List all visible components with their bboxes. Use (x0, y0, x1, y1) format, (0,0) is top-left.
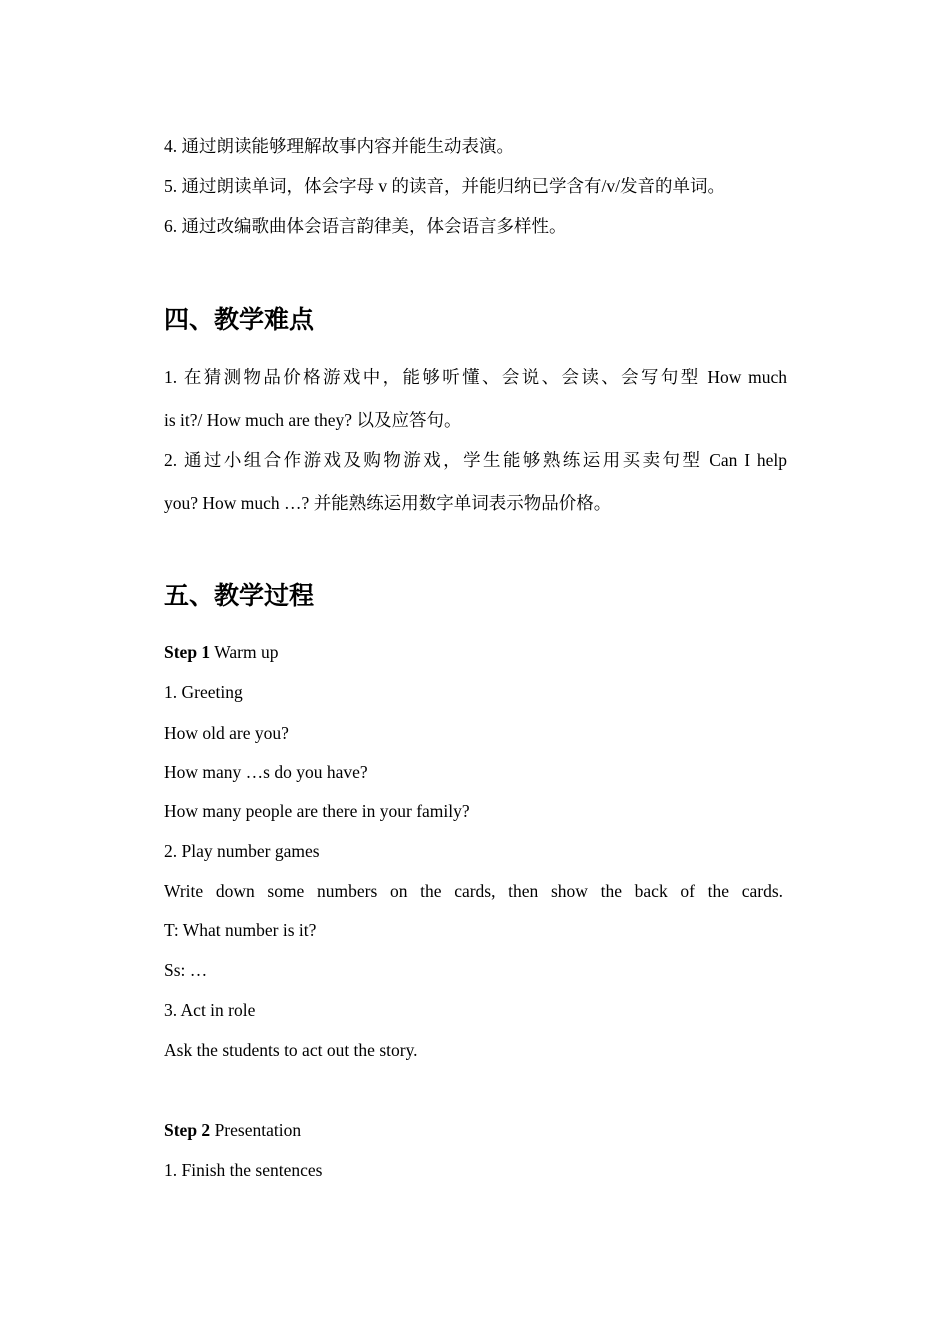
objective-item-4: 4. 通过朗读能够理解故事内容并能生动表演。 (164, 136, 514, 156)
difficulty-item-1-line-2: is it?/ How much are they? 以及应答句。 (164, 410, 462, 430)
step-1-line: How many …s do you have? (164, 762, 368, 782)
difficulty-item-2-line-1: 2. 通过小组合作游戏及购物游戏，学生能够熟练运用买卖句型 Can I help (164, 450, 787, 470)
step-2-header (164, 1118, 301, 1142)
step-1-line: Write down some numbers on the cards, then show the back of the cards. (164, 881, 783, 901)
step-2-title: Presentation (214, 1120, 302, 1140)
difficulty-item-1-line-1: 1. 在猜测物品价格游戏中，能够听懂、会说、会读、会写句型 How much (164, 367, 787, 387)
step-2-label: Step 2 (164, 1120, 211, 1140)
section-heading-difficulties: 四、教学难点 (164, 307, 315, 334)
step-2-line: 1. Finish the sentences (164, 1160, 323, 1180)
step-1-line: 3. Act in role (164, 1000, 256, 1020)
step-1-line: 1. Greeting (164, 682, 243, 702)
section-heading-process: 五、教学过程 (164, 583, 315, 610)
difficulty-item-2-line-2: you? How much …? 并能熟练运用数字单词表示物品价格。 (164, 493, 612, 513)
step-1-title: Warm up (214, 642, 279, 662)
step-1-line: Ss: … (164, 960, 208, 980)
step-1-line: How many people are there in your family? (164, 801, 470, 821)
step-1-line: T: What number is it? (164, 920, 317, 940)
step-1-line: How old are you? (164, 723, 289, 743)
objective-item-6: 6. 通过改编歌曲体会语言韵律美，体会语言多样性。 (164, 216, 567, 236)
step-1-label: Step 1 (164, 642, 211, 662)
step-1-line: Ask the students to act out the story. (164, 1040, 418, 1060)
objective-item-5: 5. 通过朗读单词，体会字母 v 的读音，并能归纳已学含有/v/发音的单词。 (164, 176, 725, 196)
step-1-line: 2. Play number games (164, 841, 320, 861)
step-1-header (164, 640, 278, 664)
